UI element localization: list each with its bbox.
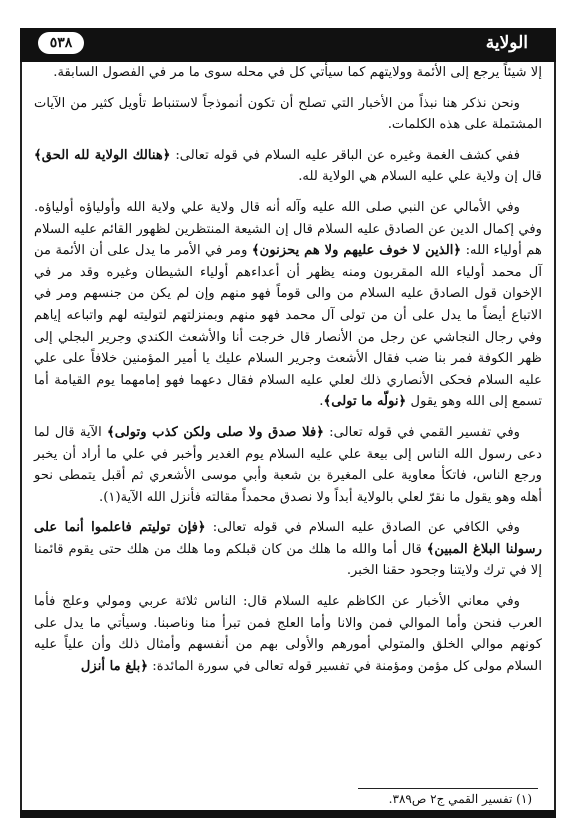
paragraph	[34, 62, 542, 84]
text-span: ففي كشف الغمة وغيره عن الباقر عليه السلام في قوله تعالى:	[170, 147, 521, 163]
text-span: قال إن ولاية علي عليه السلام هي الولاية لله.	[298, 169, 542, 185]
page-header	[20, 28, 556, 62]
paragraph	[34, 422, 542, 508]
text-span: وفي الكافي عن الصادق عليه السلام في قوله تعالى:	[205, 520, 520, 536]
paragraph	[34, 145, 542, 188]
footnote-divider	[358, 788, 538, 789]
text-span: إلا شيئاً يرجع إلى الأئمة وولايتهم كما سيأتي كل في محله سوى ما مر في الفصول السابقة.	[53, 65, 542, 80]
quran-verse: ﴿نولّه ما تولى﴾	[323, 394, 407, 410]
quran-verse: ﴿فإن توليتم فاعلموا أنما على رسولنا البلاغ المبين﴾	[34, 520, 542, 557]
text-span: قال أما والله ما هلك من كان قبلكم وما هلك من هلك حتى يقوم قائمنا إلا في ترك ولايتنا وجحود حقنا الخبر.	[34, 541, 542, 579]
text-span: .	[319, 394, 324, 410]
quran-verse: ﴿هنالك الولاية لله الحق﴾	[34, 147, 171, 163]
quran-verse: ﴿فلا صدق ولا صلى ولكن كذب وتولى﴾	[107, 424, 324, 440]
paragraph	[34, 93, 542, 136]
paragraph	[34, 591, 542, 677]
text-span: الآية قال لما دعى رسول الله الناس إلى بيعة علي عليه السلام يوم الغدير وأخبر في علي ما أراد أن يخبر ورجع الناس، فاتكأ معاوية على المغيرة بن شعبة وأبي موسى الأشعري ثم أقبل يتمطى نحو أهله وهو يقول ما نقرّ لعلي بالولاية أبداً ولا نصدق محمداً مقالته فأنزل الله الآية(١).	[34, 424, 542, 505]
paragraph	[34, 197, 542, 413]
page-number: ٥٣٨	[38, 32, 84, 54]
paragraph	[34, 517, 542, 582]
text-span: ونحن نذكر هنا نبذاً من الأخبار التي تصلح أن تكون أنموذجاً لاستنباط تأويل كثير من الآيات المشتملة على هذه الكلمات.	[34, 95, 542, 133]
quran-verse: ﴿الذين لا خوف عليهم ولا هم يحزنون﴾	[251, 243, 462, 259]
text-span: ومر في الأمر ما يدل على أن الأئمة من آل محمد أولياء الله المقربون ومنه يظهر أن أعداءهم أولياء الشيطان وغيره وقد مر في الإخوان قول الصادق عليه السلام من والى قوماً فهو منهم وإن لم يكن من جنسهم ومر في الاتباع أيضاً ما يدل على أن من تولى آل محمد فهو منهم وبمنزلتهم لتوليته لهم واتباعه إياهم وفي رجال النجاشي عن رجل من الأنصار قال خرجت أنا والأشعث الكندي وجرير البجلي إلى ظهر الكوفة فمر بنا ضب فقال الأشعث وجرير السلام عليك يا أمير المؤمنين خلافاً على علي عليه السلام فحكى الأنصاري ذلك لعلي عليه السلام فقال دعهما فهو إمامهما يوم القيامة أما تسمع إلى الله وهو يقول	[34, 243, 542, 410]
text-span: وفي تفسير القمي في قوله تعالى:	[324, 424, 520, 440]
quran-verse: ﴿بلغ ما أنزل	[80, 658, 149, 674]
page-bottom-border	[20, 810, 556, 818]
chapter-title: الولاية	[485, 33, 528, 53]
body-text	[34, 62, 542, 686]
text-span: وفي الأمالي عن النبي صلى الله عليه وآله أنه قال ولاية علي ولاية الله وأولياؤه أولياؤه. وفي إكمال الدين عن الصادق عليه السلام قال إن الشيعة المنتظرين لظهور القائم عليه السلام هم أولياء الله:	[34, 199, 542, 259]
footnote: (١) تفسير القمي ج٢ ص٣٨٩.	[388, 792, 532, 806]
text-span: وفي معاني الأخبار عن الكاظم عليه السلام قال: الناس ثلاثة عربي ومولي وعلج فأما العرب فنحن وأما الموالي فمن والانا وأما العلج فمن تبرأ منا وناصبنا. وسيأتي ما يدل على كونهم موالي الخلق والمتولي أمورهم والأولى بهم من أنفسهم وأمثال ذلك وأن علياً عليه السلام مولى كل مؤمن ومؤمنة في تفسير قوله تعالى في سورة المائدة:	[34, 594, 542, 674]
